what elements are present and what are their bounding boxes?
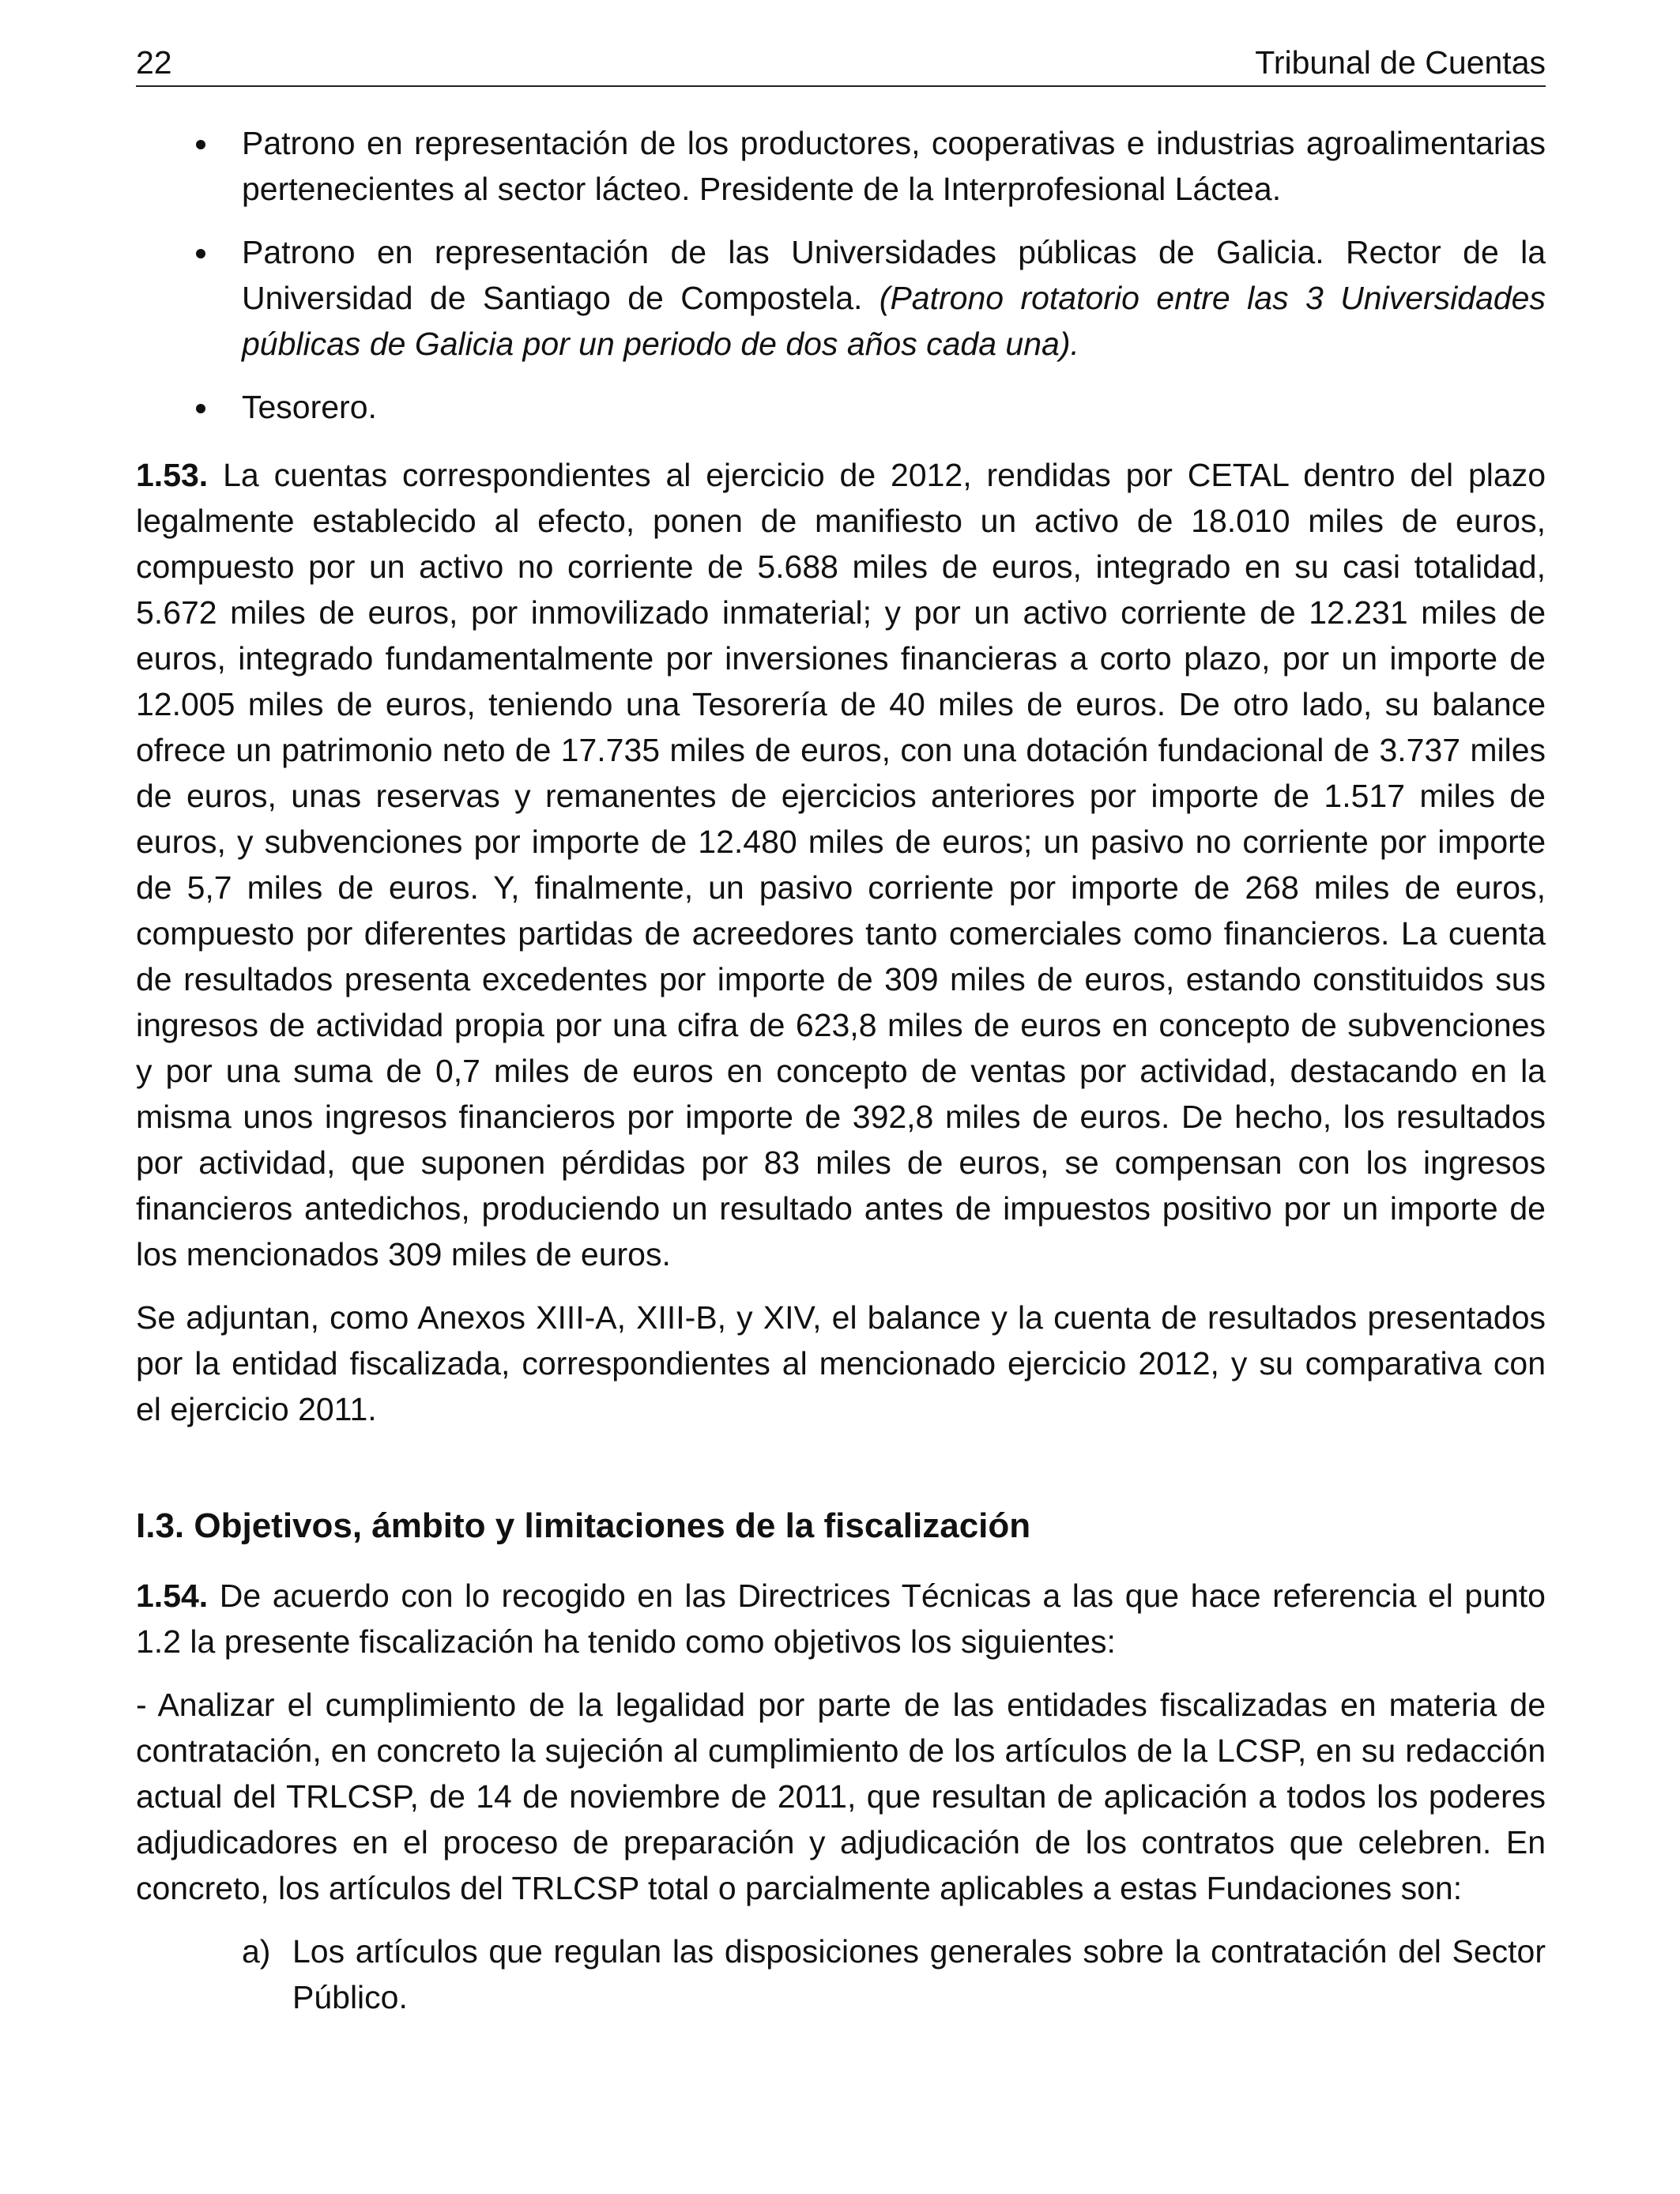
paragraph-number: 1.53. — [136, 457, 209, 493]
paragraph-1-53 — [136, 452, 1546, 1277]
bullet-item — [136, 120, 1546, 212]
paragraph-text: La cuentas correspondientes al ejercicio de 2012, rendidas por CETAL dentro del plazo legalmente establecido al efecto, ponen de manifiesto un activo de 18.010 miles de euros, compuesto por un activo no corriente de 5.688 miles de euros, integrado en su casi totalidad, 5.672 miles de euros, por inmovilizado inmaterial; y por un activo corriente de 12.231 miles de euros, integrado fundamentalmente por inversiones financieras a corto plazo, por un importe de 12.005 miles de euros, teniendo una Tesorería de 40 miles de euros. De otro lado, su balance ofrece un patrimonio neto de 17.735 miles de euros, con una dotación fundacional de 3.737 miles de euros, unas reservas y remanentes de ejercicios anteriores por importe de 1.517 miles de euros, y subvenciones por importe de 12.480 miles de euros; un pasivo no corriente por importe de 5,7 miles de euros. Y, finalmente, un pasivo corriente por importe de 268 miles de euros, compuesto por diferentes partidas de acreedores tanto comerciales como financieros. La cuenta de resultados presenta excedentes por importe de 309 miles de euros, estando constituidos sus ingresos de actividad propia por una cifra de 623,8 miles de euros en concepto de subvenciones y por una suma de 0,7 miles de euros en concepto de ventas por actividad, destacando en la misma unos ingresos financieros por importe de 392,8 miles de euros. De hecho, los resultados por actividad, que suponen pérdidas por 83 miles de euros, se compensan con los ingresos financieros antedichos, produciendo un resultado antes de impuestos positivo por un importe de los mencionados 309 miles de euros. — [136, 457, 1546, 1272]
alpha-list-item — [136, 1928, 1546, 2020]
paragraph-1-54 — [136, 1573, 1546, 1664]
bullet-item — [136, 384, 1546, 430]
alpha-marker: a) — [242, 1933, 271, 1970]
paragraph-anexos: Se adjuntan, como Anexos XIII-A, XIII-B, y XIV, el balance y la cuenta de resultados presentados por la entidad fiscalizada, correspondientes al mencionado ejercicio 2012, y su comparativa con el ejercicio 2011. — [136, 1299, 1546, 1427]
alpha-list — [136, 1928, 1546, 2020]
bullet-text: Tesorero. — [242, 389, 377, 425]
header-title: Tribunal de Cuentas — [1255, 44, 1546, 81]
bullet-dot-icon — [196, 249, 205, 258]
bullet-text: Patrono en representación de los productores, cooperativas e industrias agroalimentarias pertenecientes al sector lácteo. Presidente de la Interprofesional Láctea. — [242, 125, 1546, 207]
bullet-dot-icon — [196, 404, 205, 413]
page-number: 22 — [136, 44, 172, 81]
bullet-dot-icon — [196, 140, 205, 149]
alpha-text: Los artículos que regulan las disposiciones generales sobre la contratación del Sector Público. — [292, 1933, 1546, 2015]
bullet-item — [136, 229, 1546, 367]
bullet-list — [136, 120, 1546, 430]
page-header — [136, 40, 1546, 87]
bullet-text: Patrono en representación de las Universidades públicas de Galicia. Rector de la Universidad de Santiago de Compostela. — [242, 234, 1546, 316]
bullet-italic-note: (Patrono rotatorio entre las 3 Universidades públicas de Galicia por un periodo de dos años cada una). — [242, 280, 1546, 362]
paragraph-text: De acuerdo con lo recogido en las Directrices Técnicas a las que hace referencia el punto 1.2 la presente fiscalización ha tenido como objetivos los siguientes: — [136, 1578, 1546, 1660]
paragraph-analizar: - Analizar el cumplimiento de la legalidad por parte de las entidades fiscalizadas en materia de contratación, en concreto la sujeción al cumplimiento de los artículos de la LCSP, en su redacción actual del TRLCSP, de 14 de noviembre de 2011, que resultan de aplicación a todos los poderes adjudicadores en el proceso de preparación y adjudicación de los contratos que celebren. En concreto, los artículos del TRLCSP total o parcialmente aplicables a estas Fundaciones son: — [136, 1687, 1546, 1906]
section-heading: I.3. Objetivos, ámbito y limitaciones de la fiscalización — [136, 1506, 1031, 1545]
paragraph-number: 1.54. — [136, 1578, 209, 1614]
document-body — [136, 120, 1546, 2020]
